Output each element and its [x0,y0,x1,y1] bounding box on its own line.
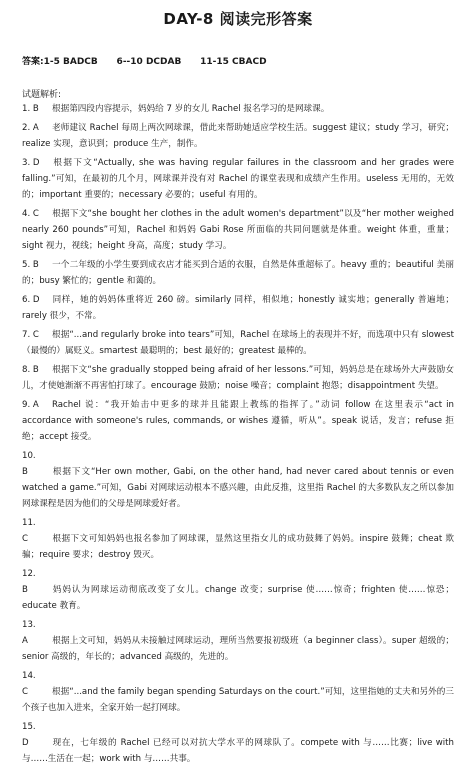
analysis-heading: 试题解析: [22,90,62,100]
analysis-item [22,362,454,394]
item-number: 12. B [22,569,36,595]
item-number: 1. B [22,104,39,114]
item-number: 7. C [22,330,39,340]
analysis-item [22,327,454,359]
page-title: DAY-8 阅读完形答案 [163,10,313,28]
analysis-item [22,719,454,767]
item-number: 3. D [22,158,40,168]
analysis-item [22,566,454,614]
item-number: 8. B [22,365,39,375]
analysis-item [22,292,454,324]
analysis-item [22,515,454,563]
analysis-item [22,120,454,152]
item-text: 根据“...and regularly broke into tears”可知，Rachel 在球场上的表现并不好，而选项中只有 slowest（最慢的）属贬义。smartest 最聪明的；best 最好的；greatest 最棒的。 [22,330,454,356]
analysis-item [22,101,454,117]
item-text: Rachel 说：“我开始击中更多的球并且能跟上教练的指挥了。”动词 follow 在这里表示“act in accordance with someone's rules, commands, or wishes 遵循，听从”。speak 说话，发言；refuse 拒绝；accept 接受。 [22,400,454,442]
item-number: 5. B [22,260,39,270]
item-text: 根据下文可知妈妈也报名参加了网球课，显然这里指女儿的成功鼓舞了妈妈。inspire 鼓舞；cheat 欺骗；require 要求；destroy 毁灭。 [22,534,454,560]
analysis-item [22,617,454,665]
item-text: 根据下文“she bought her clothes in the adult women's department”以及“her mother weighed nearly 260 pounds”可知，Rachel 和妈妈 Gabi Rose 所面临的共同问题就是体重。weight 体重，重量；sight 视力，视线；height 身高，高度；study 学习。 [22,209,454,251]
item-number: 10. B [22,451,36,477]
analysis-item [22,448,454,512]
item-text: 根据下文“she gradually stopped being afraid of her lessons.”可知，妈妈总是在球场外大声鼓励女儿，才使她渐渐不再害怕打球了。encourage 鼓励；noise 噪音；complaint 抱怨；disappointment 失望。 [22,365,454,391]
item-number: 6. D [22,295,40,305]
item-text: 妈妈认为网球运动彻底改变了女儿。change 改变；surprise 使……惊奇；frighten 使……惊恐；educate 教育。 [22,585,454,611]
item-number: 14. C [22,671,36,697]
item-text: 根据下文“Actually, she was having regular failures in the classroom and her grades were falling.”可知，在最初的几个月，网球课并没有对 Rachel 的课堂表现和成绩产生作用。useless 无用的，无效的；important 重要的；necessary 必要的；useful 有用的。 [22,158,454,200]
item-text: 现在，七年级的 Rachel 已经可以对抗大学水平的网球队了。compete with 与……比赛；live with 与……生活在一起；work with 与……共事。 [22,738,454,764]
item-text: 根据“...and the family began spending Saturdays on the court.”可知，这里指她的丈夫和另外的三个孩子也加入进来，全家开始一起打网球。 [22,687,454,713]
item-number: 2. A [22,123,39,133]
analysis-list [22,101,454,767]
item-number: 15. D [22,722,36,748]
item-number: 11. C [22,518,36,544]
analysis-item [22,206,454,254]
item-number: 4. C [22,209,39,219]
item-number: 13. A [22,620,36,646]
item-text: 根据第四段内容提示，妈妈给 7 岁的女儿 Rachel 报名学习的是网球课。 [52,104,330,114]
item-text: 老师建议 Rachel 每周上两次网球课，借此来帮助她适应学校生活。suggest 建议；study 学习，研究；realize 实现，意识到；produce 生产，制作。 [22,123,454,149]
analysis-item [22,257,454,289]
item-text: 根据下文“Her own mother, Gabi, on the other hand, had never cared about tennis or even watched a game.”可知，Gabi 对网球运动根本不感兴趣，由此反推，这里指 Rachel 的大多数队友之所以参加网球课程是因为他们的父母是网球爱好者。 [22,467,454,509]
item-text: 同样，她的妈妈体重将近 260 磅。similarly 同样，相似地；honestly 诚实地；generally 普遍地；rarely 很少，不常。 [22,295,454,321]
item-text: 根据上文可知，妈妈从未接触过网球运动，理所当然要报初级班（a beginner class）。super 超级的；senior 高级的，年长的；advanced 高级的，先进的。 [22,636,454,662]
item-text: 一个二年级的小学生要到成衣店才能买到合适的衣服，自然是体重超标了。heavy 重的；beautiful 美丽的；busy 繁忙的；gentle 和蔼的。 [22,260,454,286]
answer-key-line: 答案:1-5 BADCB 6--10 DCDAB 11-15 CBACD [22,57,267,67]
item-number: 9. A [22,400,39,410]
analysis-item [22,155,454,203]
analysis-item [22,668,454,716]
analysis-item [22,397,454,445]
